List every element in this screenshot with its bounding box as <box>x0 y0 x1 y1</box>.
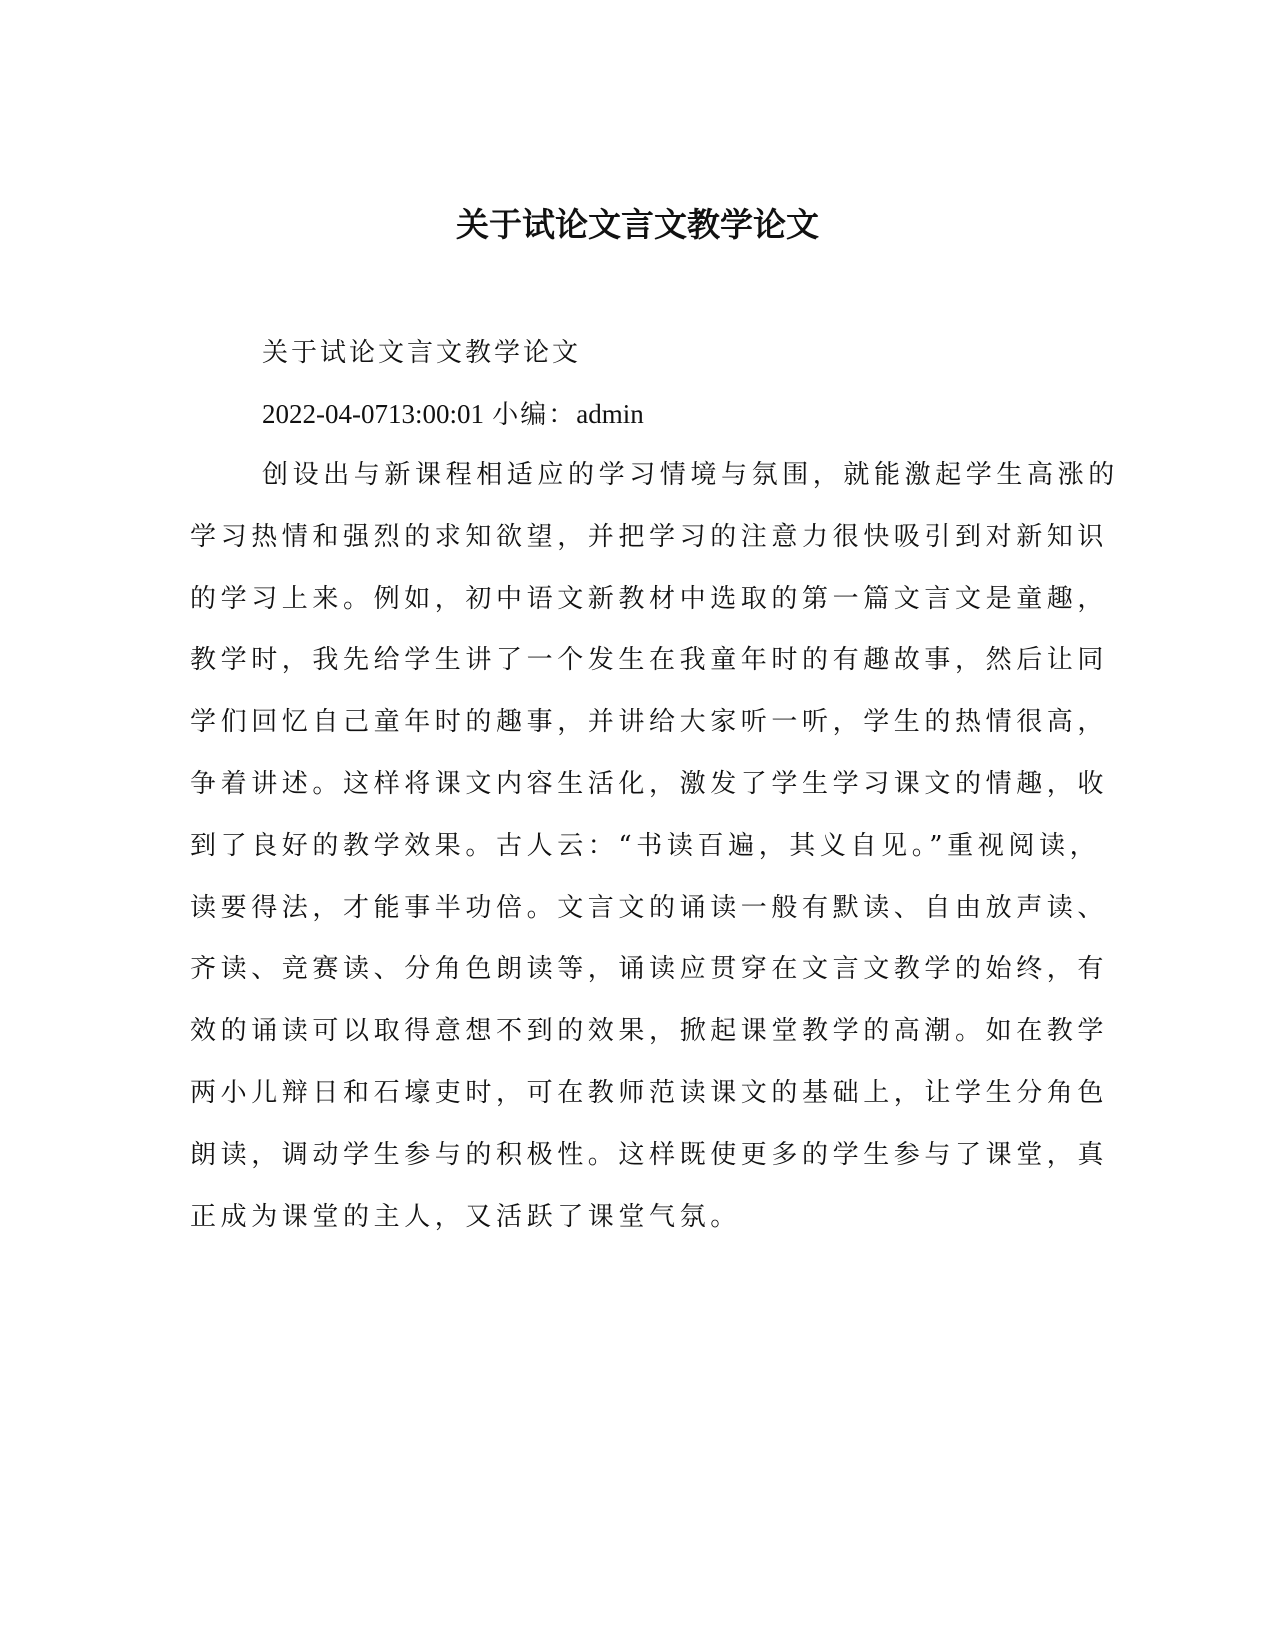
body-paragraph <box>190 455 1119 1258</box>
body-line: 到了良好的教学效果。古人云：“书读百遍，其义自见。”重视阅读， <box>190 830 1101 861</box>
author-label: 小编： <box>492 400 577 430</box>
body-line: 创设出与新课程相适应的学习情境与氛围，就能激起学生高涨的 <box>262 460 1119 490</box>
body-line: 学习热情和强烈的求知欲望，并把学习的注意力很快吸引到对新知识 <box>190 521 1109 552</box>
body-line: 学们回忆自己童年时的趣事，并讲给大家听一听，学生的热情很高， <box>190 707 1109 738</box>
publish-datetime: 2022-04-0713:00:01 <box>262 399 484 429</box>
body-line: 正成为课堂的主人，又活跃了课堂气氛。 <box>190 1201 741 1232</box>
document-subtitle: 关于试论文言文教学论文 <box>262 338 582 368</box>
body-line: 齐读、竞赛读、分角色朗读等，诵读应贯穿在文言文教学的始终，有 <box>190 954 1109 985</box>
body-line: 教学时，我先给学生讲了一个发生在我童年时的有趣故事，然后让同 <box>190 645 1109 676</box>
body-line: 朗读，调动学生参与的积极性。这样既使更多的学生参与了课堂，真 <box>190 1139 1109 1170</box>
document-title: 关于试论文言文教学论文 <box>456 205 819 244</box>
body-line: 效的诵读可以取得意想不到的效果，掀起课堂教学的高潮。如在教学 <box>190 1016 1109 1047</box>
body-line: 两小儿辩日和石壕吏时，可在教师范读课文的基础上，让学生分角色 <box>190 1077 1109 1108</box>
author-name: admin <box>576 399 644 429</box>
body-line: 读要得法，才能事半功倍。文言文的诵读一般有默读、自由放声读、 <box>190 892 1109 923</box>
document-meta <box>262 394 644 435</box>
body-line: 的学习上来。例如，初中语文新教材中选取的第一篇文言文是童趣， <box>190 583 1109 614</box>
body-line: 争着讲述。这样将课文内容生活化，激发了学生学习课文的情趣，收 <box>190 768 1109 799</box>
